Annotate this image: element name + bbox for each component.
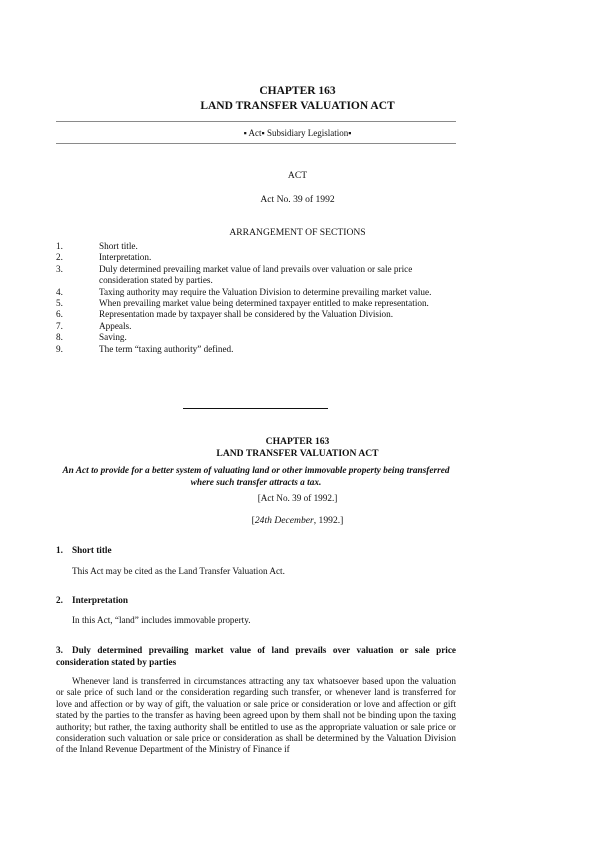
nav-divider [56, 143, 456, 144]
section-text: In this Act, “land” includes immovable property. [72, 615, 251, 625]
body-chapter-number: CHAPTER 163 [265, 436, 330, 447]
toc-item[interactable] [56, 309, 456, 320]
act-number: Act No. 39 of 1992 [260, 194, 335, 205]
section-number: 1. [56, 545, 63, 555]
act-title: LAND TRANSFER VALUATION ACT [200, 100, 395, 112]
toc-number: 9. [56, 343, 63, 354]
toc-number: 1. [56, 241, 63, 251]
date-open: [ [251, 515, 255, 526]
act-reference: [Act No. 39 of 1992.] [257, 493, 338, 503]
toc-text: Saving. [99, 332, 127, 343]
toc-item[interactable] [56, 298, 456, 309]
long-title: An Act to provide for a better system of valuating land or other immovable property being transferred where such transfer attracts a tax. [62, 466, 450, 488]
date-close: , 1992.] [313, 515, 344, 526]
act-label: ACT [287, 170, 308, 181]
toc-text: Appeals. [99, 320, 132, 331]
section-number: 2. [56, 595, 63, 605]
toc-item[interactable] [56, 332, 456, 343]
toc-number: 8. [56, 332, 63, 343]
arrangement-heading: ARRANGEMENT OF SECTIONS [229, 227, 366, 238]
toc-number: 6. [56, 309, 63, 320]
toc-item[interactable] [56, 241, 456, 252]
commencement-date [0, 515, 595, 527]
section-title: Interpretation [72, 595, 128, 605]
toc-number: 3. [56, 263, 63, 274]
toc-item[interactable] [56, 321, 456, 332]
toc-text: The term “taxing authority” defined. [99, 343, 234, 354]
toc-text: Representation made by taxpayer shall be considered by the Valuation Division. [99, 309, 394, 320]
toc-item[interactable] [56, 344, 456, 355]
section-title: Duly determined prevailing market value of land prevails over valuation or sale price consideration stated by parties [56, 645, 456, 667]
section-heading [56, 645, 456, 668]
toc-text: Short title. [99, 241, 138, 251]
body-act-title: LAND TRANSFER VALUATION ACT [216, 448, 379, 459]
toc-number: 5. [56, 298, 63, 309]
section-heading [56, 595, 456, 607]
section-title: Short title [72, 545, 112, 555]
section-text: This Act may be cited as the Land Transfer Valuation Act. [72, 566, 285, 576]
toc-item[interactable] [56, 252, 456, 263]
section-paragraph: Whenever land is transferred in circumstances attracting any tax whatsoever based upon the valuation or sale price of such land or the consideration regarding such transfer, or whenever land is transferred for love and affection or by way of gift, the valuation or sale price or consideration or love and affection or gift stated by the parties to the transfer as having been agreed upon by them shall not be binding upon the taxing authority; but rather, the taxing authority shall be entitled to use as the appropriate valuation or sale price or consideration such valuation or sale price or consideration as shall be determined by the Valuation Division of the Inland Revenue Department of the Ministry of Finance if [56, 676, 456, 755]
section-number: 3. [56, 645, 63, 655]
top-divider [56, 121, 456, 122]
toc-number: 2. [56, 252, 63, 263]
toc-number: 7. [56, 320, 63, 331]
section-separator [183, 408, 328, 409]
toc-item[interactable] [56, 287, 456, 298]
section-nav[interactable]: ▪ Act▪ Subsidiary Legislation▪ [243, 128, 352, 138]
toc-text: Interpretation. [99, 252, 152, 263]
toc-text: Duly determined prevailing market value of land prevails over valuation or sale price consideration stated by parties. [99, 263, 413, 286]
section-heading [56, 545, 456, 557]
toc-text: Taxing authority may require the Valuation Division to determine prevailing market value. [99, 286, 432, 297]
chapter-number: CHAPTER 163 [259, 85, 336, 97]
toc-number: 4. [56, 286, 63, 297]
toc-text: When prevailing market value being determined taxpayer entitled to make representation. [99, 298, 429, 309]
toc-item[interactable] [56, 264, 456, 287]
arrangement-list [56, 241, 456, 355]
date-italic: 24th December [254, 515, 314, 526]
